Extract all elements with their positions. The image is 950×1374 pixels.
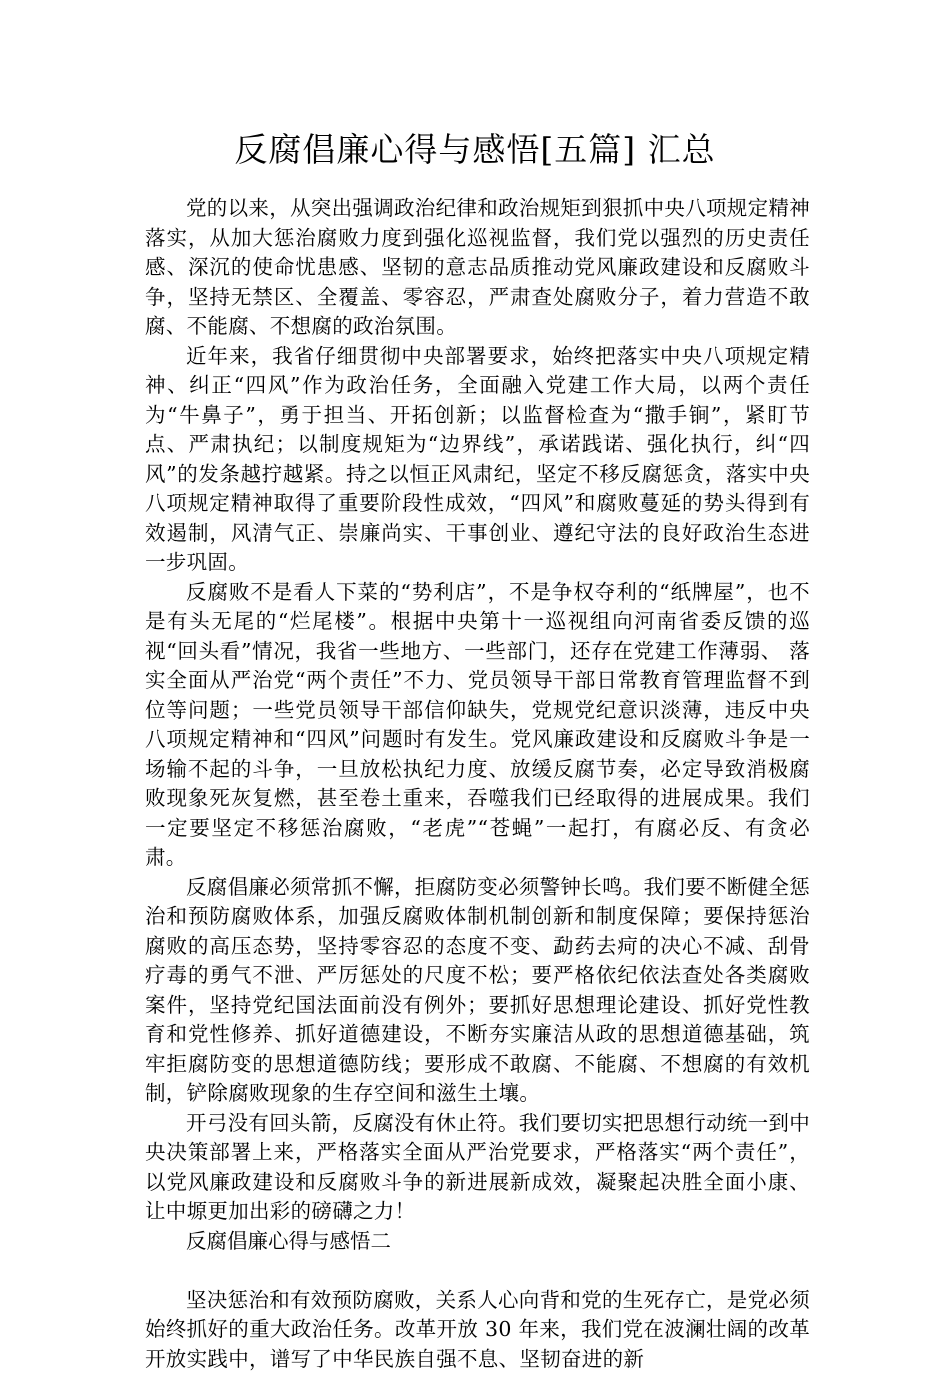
paragraph: 党的以来，从突出强调政治纪律和政治规矩到狠抓中央八项规定精神落实，从加大惩治腐败力度到强化巡视监督，我们党以强烈的历史责任感、深沉的使命忧患感、坚韧的意志品质推动党风廉政建设和反腐败斗争，坚持无禁区、全覆盖、零容忍，严肃查处腐败分子，着力营造不敢腐、不能腐、不想腐的政治氛围。 xyxy=(145,194,810,342)
paragraph: 反腐败不是看人下菜的“势利店”，不是争权夺利的“纸牌屋”，也不是有头无尾的“烂尾楼”。根据中央第十一巡视组向河南省委反馈的巡视“回头看”情况，我省一些地方、一些部门，还存在党建工作薄弱、 落实全面从严治党“两个责任”不力、党员领导干部日常教育管理监督不到位等问题；一些党员领导干部信仰缺失，党规党纪意识淡薄，违反中央八项规定精神和“四风”问题时有发生。党风廉政建设和反腐败斗争是一场输不起的斗争，一旦放松执纪力度、放缓反腐节奏，必定导致消极腐败现象死灰复燃，甚至卷土重来，吞噬我们已经取得的进展成果。我们一定要坚定不移惩治腐败，“老虎”“苍蝇”一起打，有腐必反、有贪必肃。 xyxy=(145,578,810,873)
paragraph: 坚决惩治和有效预防腐败，关系人心向背和党的生死存亡，是党必须始终抓好的重大政治任务。改革开放 30 年来，我们党在波澜壮阔的改革开放实践中，谱写了中华民族自强不息、坚韧奋进的新 xyxy=(145,1286,810,1374)
document-title: 反腐倡廉心得与感悟[五篇] 汇总 xyxy=(0,126,950,174)
paragraph: 反腐倡廉必须常抓不懈，拒腐防变必须警钟长鸣。我们要不断健全惩治和预防腐败体系，加强反腐败体制机制创新和制度保障；要保持惩治腐败的高压态势，坚持零容忍的态度不变、勐药去疴的决心不减、刮骨疗毒的勇气不泄、严厉惩处的尺度不松；要严格依纪依法查处各类腐败案件，坚持党纪国法面前没有例外；要抓好思想理论建设、抓好党性教育和党性修养、抓好道德建设，不断夯实廉洁从政的思想道德基础，筑牢拒腐防变的思想道德防线；要形成不敢腐、不能腐、不想腐的有效机制，铲除腐败现象的生存空间和滋生土壤。 xyxy=(145,873,810,1109)
blank-line xyxy=(145,1256,810,1286)
paragraph: 近年来，我省仔细贯彻中央部署要求，始终把落实中央八项规定精神、纠正“四风”作为政治任务，全面融入党建工作大局，以两个责任为“牛鼻子”，勇于担当、开拓创新；以监督检查为“撒手锏”，紧盯节点、严肃执纪；以制度规矩为“边界线”，承诺践诺、强化执行，纠“四风”的发条越拧越紧。持之以恒正风肃纪，坚定不移反腐惩贪，落实中央八项规定精神取得了重要阶段性成效，“四风”和腐败蔓延的势头得到有效遏制，风清气正、崇廉尚实、干事创业、遵纪守法的良好政治生态进一步巩固。 xyxy=(145,342,810,578)
paragraph: 开弓没有回头箭，反腐没有休止符。我们要切实把思想行动统一到中央决策部署上来，严格落实全面从严治党要求，严格落实“两个责任”，以党风廉政建设和反腐败斗争的新进展新成效，凝聚起决胜全面小康、让中塬更加出彩的磅礴之力！ xyxy=(145,1109,810,1227)
document-body xyxy=(145,194,810,1374)
section-subheading: 反腐倡廉心得与感悟二 xyxy=(145,1227,810,1257)
